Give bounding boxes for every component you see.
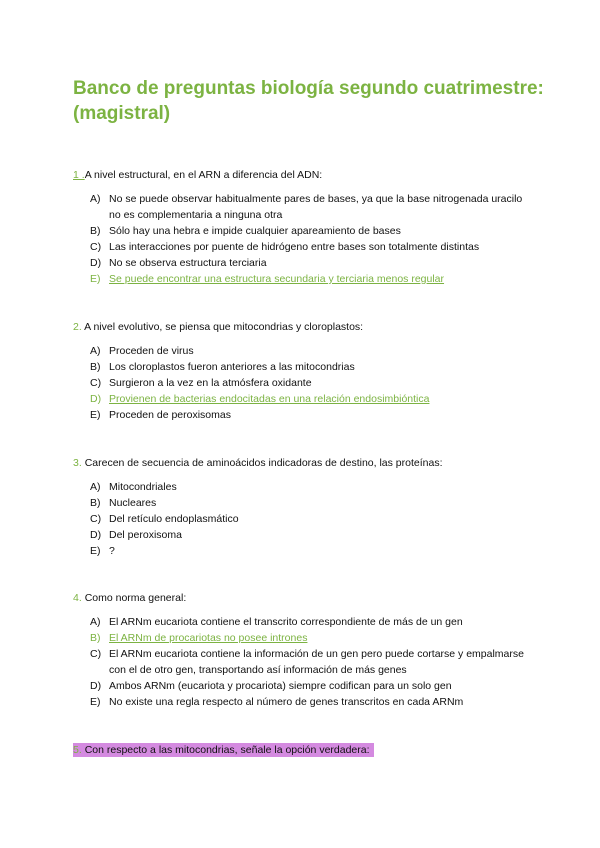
option-e: E) Proceden de peroxisomas	[90, 409, 231, 421]
highlighted-question	[73, 743, 374, 757]
option-a: A) Mitocondriales	[90, 481, 177, 493]
question-text: Como norma general:	[84, 592, 187, 604]
question-3	[73, 455, 543, 471]
option-d: D) Del peroxisoma	[90, 529, 182, 541]
option-a: A) No se puede observar habitualmente pares de bases, ya que la base nitrogenada uracilo no es complementaria a ninguna otra	[90, 193, 523, 221]
option-c: C) El ARNm eucariota contiene la información de un gen pero puede cortarse y empalmarse con el de otro gen, transportando así información de más genes	[90, 648, 524, 676]
question-2	[73, 319, 543, 335]
option-d: D) No se observa estructura terciaria	[90, 257, 267, 269]
question-number: 2.	[73, 321, 82, 333]
option-b: B) Nucleares	[90, 497, 157, 509]
option-c: C) Del retículo endoplasmático	[90, 513, 239, 525]
question-1-options	[90, 191, 530, 287]
option-d: D) Ambos ARNm (eucariota y procariota) siempre codifican para un solo gen	[90, 680, 452, 692]
option-b-correct: B) El ARNm de procariotas no posee intrones	[90, 632, 308, 644]
question-text: Carecen de secuencia de aminoácidos indicadoras de destino, las proteínas:	[84, 457, 443, 469]
question-4-options	[90, 614, 530, 710]
option-a: A) Proceden de virus	[90, 345, 194, 357]
question-5	[73, 742, 543, 758]
question-number: 3.	[73, 457, 82, 469]
option-a: A) El ARNm eucariota contiene el transcrito correspondiente de más de un gen	[90, 616, 463, 628]
option-e-correct: E) Se puede encontrar una estructura secundaria y terciaria menos regular	[90, 273, 445, 285]
question-2-options	[90, 343, 530, 423]
question-text: A nivel evolutivo, se piensa que mitocondrias y cloroplastos:	[84, 321, 364, 333]
option-d-correct: D) Provienen de bacterias endocitadas en una relación endosimbióntica	[90, 393, 430, 405]
question-number: 5.	[73, 744, 82, 756]
question-3-options	[90, 479, 530, 559]
question-number: 1 .	[73, 169, 85, 181]
question-text: Con respecto a las mitocondrias, señale la opción verdadera:	[84, 744, 370, 756]
option-b: B) Los cloroplastos fueron anteriores a las mitocondrias	[90, 361, 355, 373]
option-e: E) ?	[90, 545, 115, 557]
option-c: C) Surgieron a la vez en la atmósfera oxidante	[90, 377, 312, 389]
question-number: 4.	[73, 592, 82, 604]
option-e: E) No existe una regla respecto al número de genes transcritos en cada ARNm	[90, 696, 464, 708]
question-4	[73, 590, 543, 606]
page-title: Banco de preguntas biología segundo cuatrimestre: (magistral)	[73, 78, 544, 124]
option-c: C) Las interacciones por puente de hidrógeno entre bases son totalmente distintas	[90, 241, 480, 253]
option-b: B) Sólo hay una hebra e impide cualquier apareamiento de bases	[90, 225, 401, 237]
question-text: A nivel estructural, en el ARN a diferencia del ADN:	[84, 169, 323, 181]
question-1	[73, 167, 543, 183]
